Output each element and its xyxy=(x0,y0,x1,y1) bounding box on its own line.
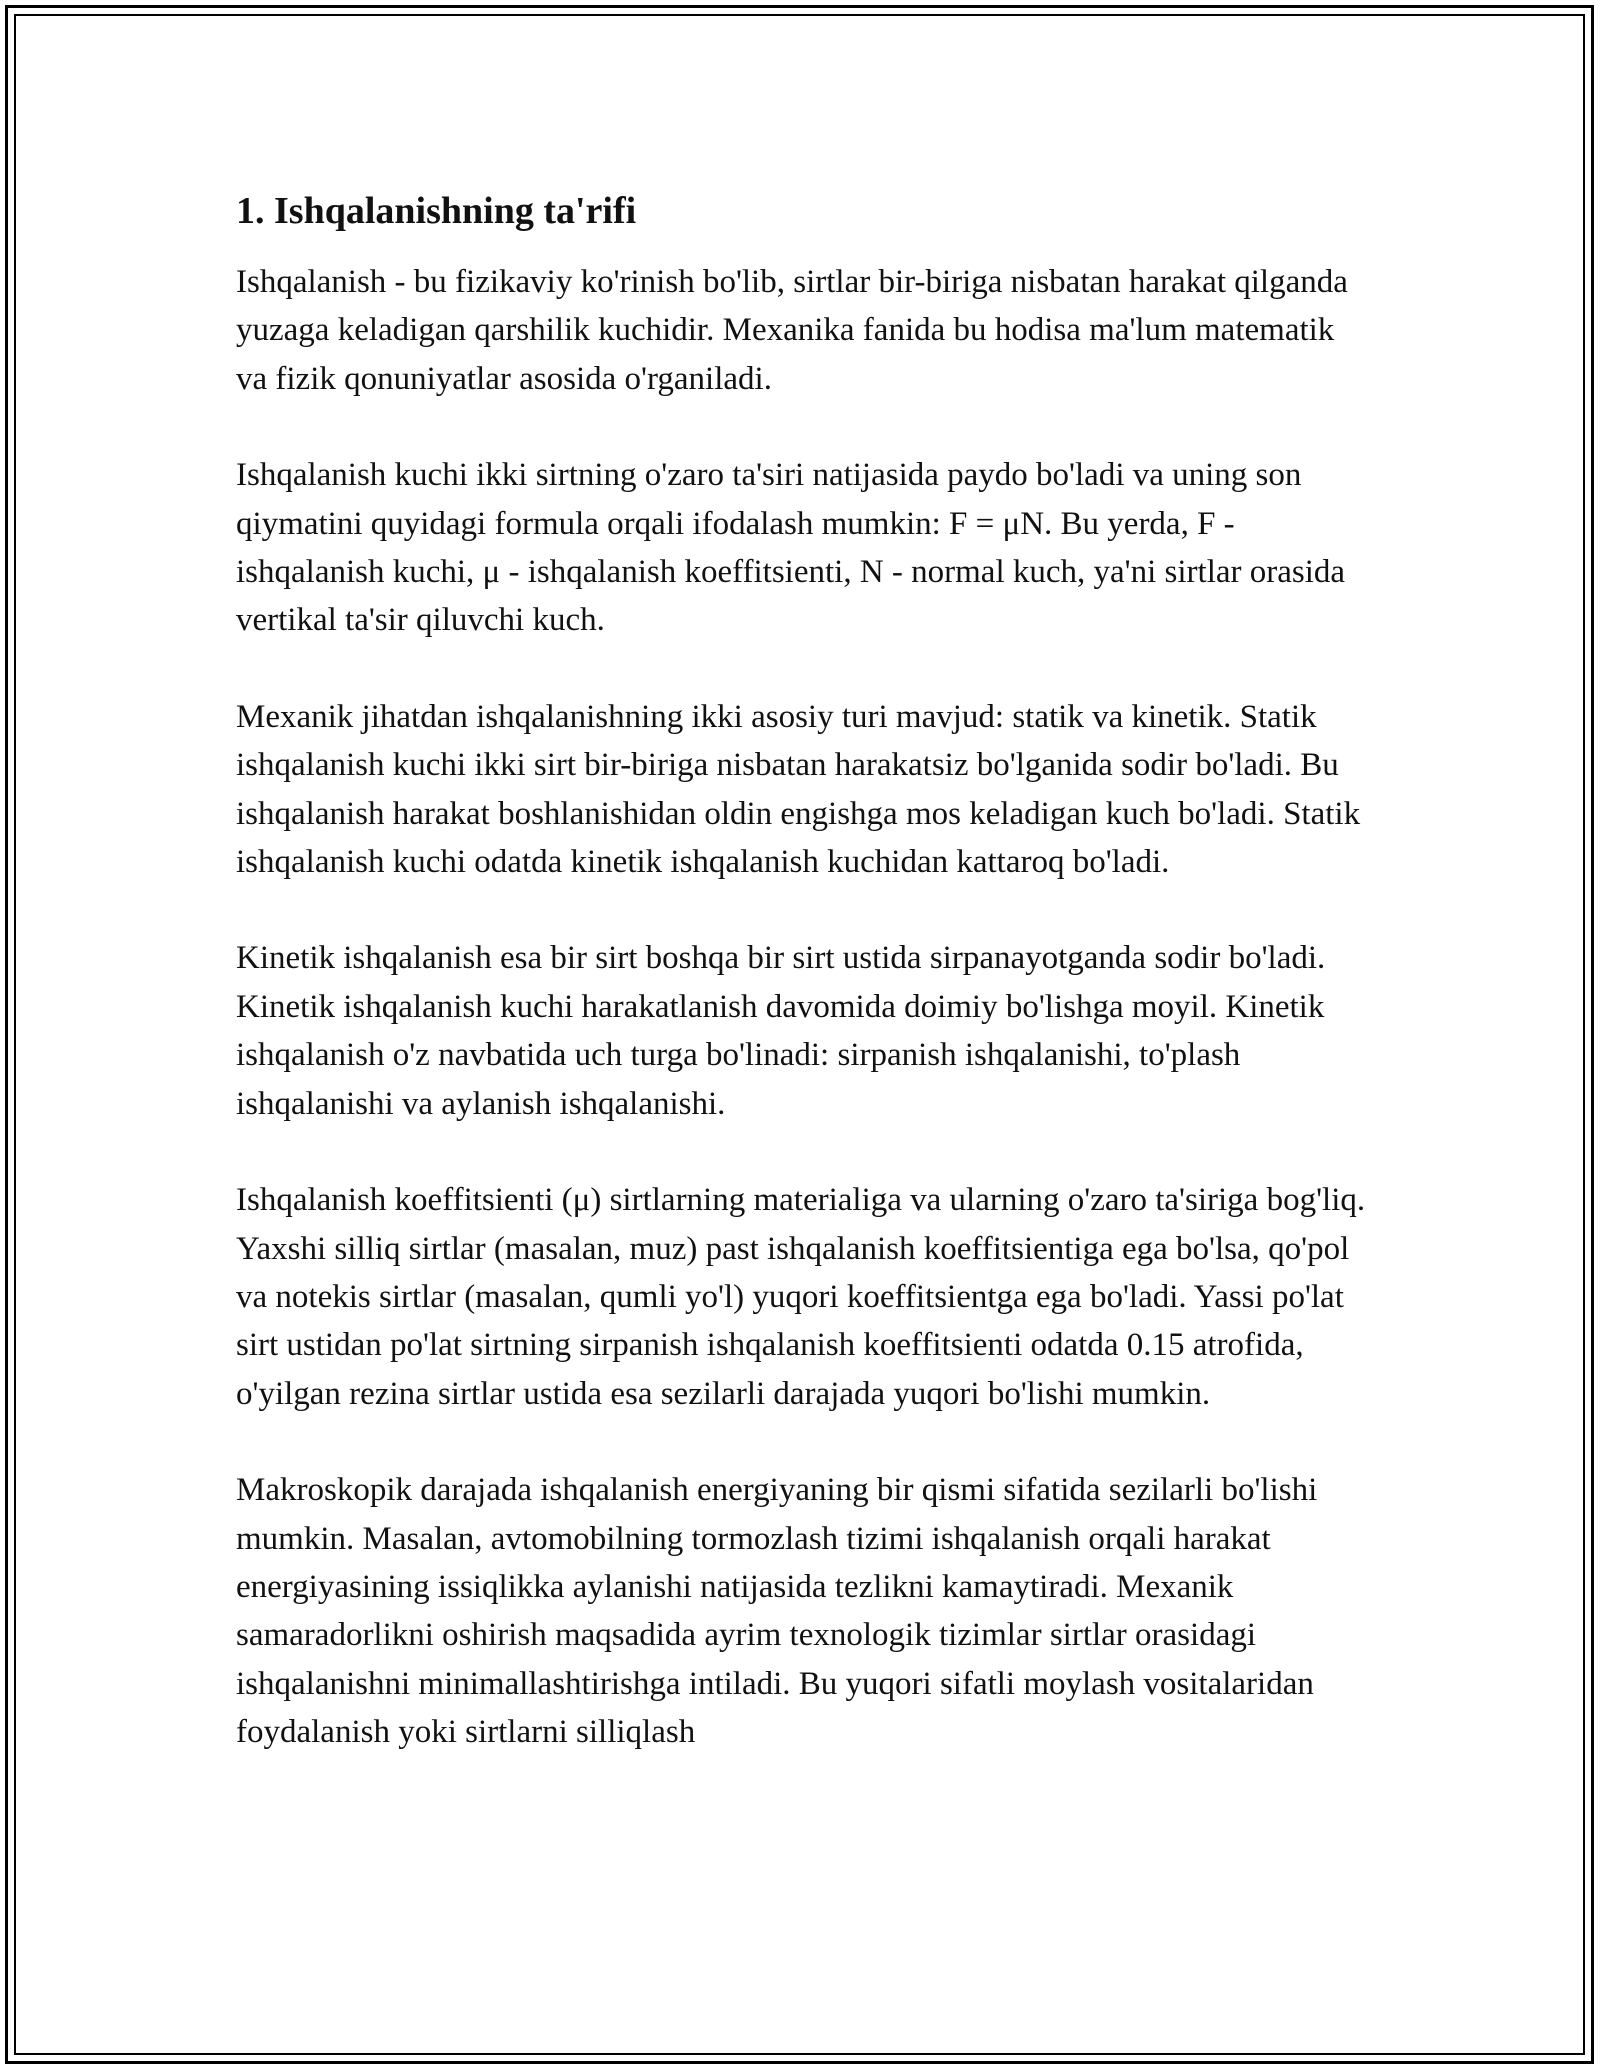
paragraph-definition: Ishqalanish - bu fizikaviy ko'rinish bo'lib, sirtlar bir-biriga nisbatan harakat qilganda yuzaga keladigan qarshilik kuchidir. Mexanika fanida bu hodisa ma'lum matematik va fizik qonuniyatlar asosida o'rganiladi. xyxy=(236,264,1348,397)
section-heading: 1. Ishqalanishning ta'rifi xyxy=(236,190,637,232)
paragraph-kinetic: Kinetik ishqalanish esa bir sirt boshqa bir sirt ustida sirpanayotganda sodir bo'ladi. Kinetik ishqalanish kuchi harakatlanish davomida doimiy bo'lishga moyil. Kinetik ishqalanish o'z navbatida uch turga bo'linadi: sirpanish ishqalanishi, to'plash ishqalanishi va aylanish ishqalanishi. xyxy=(236,940,1326,1122)
document-body xyxy=(236,186,1366,1805)
paragraph-types: Mexanik jihatdan ishqalanishning ikki asosiy turi mavjud: statik va kinetik. Statik ishqalanish kuchi ikki sirt bir-biriga nisbatan harakatsiz bo'lganida sodir bo'ladi. Bu ishqalanish harakat boshlanishidan oldin engishga mos keladigan kuch bo'ladi. Statik ishqalanish kuchi odatda kinetik ishqalanish kuchidan kattaroq bo'ladi. xyxy=(236,698,1361,881)
paragraph-formula: Ishqalanish kuchi ikki sirtning o'zaro ta'siri natijasida paydo bo'ladi va uning son qiymatini quyidagi formula orqali ifodalash mumkin: F = μN. Bu yerda, F - ishqalanish kuchi, μ - ishqalanish koeffitsienti, N - normal kuch, ya'ni sirtlar orasida vertikal ta'sir qiluvchi kuch. xyxy=(236,457,1346,639)
paragraph-macroscopic: Makroskopik darajada ishqalanish energiyaning bir qismi sifatida sezilarli bo'lishi mumkin. Masalan, avtomobilning tormozlash tizimi ishqalanish orqali harakat energiyasining issiqlikka aylanishi natijasida tezlikni kamaytiradi. Mexanik samaradorlikni oshirish maqsadida ayrim texnologik tizimlar sirtlar orasidagi ishqalanishni minimallashtirishga intiladi. Bu yuqori sifatli moylash vositalaridan foydalanish yoki sirtlarni silliqlash xyxy=(236,1472,1318,1751)
paragraph-coefficient: Ishqalanish koeffitsienti (μ) sirtlarning materialiga va ularning o'zaro ta'siriga bog'liq. Yaxshi silliq sirtlar (masalan, muz) past ishqalanish koeffitsientiga ega bo'lsa, qo'pol va notekis sirtlar (masalan, qumli yo'l) yuqori koeffitsientga ega bo'ladi. Yassi po'lat sirt ustidan po'lat sirtning sirpanish ishqalanish koeffitsienti odatda 0.15 atrofida, o'yilgan rezina sirtlar ustida esa sezilarli darajada yuqori bo'lishi mumkin. xyxy=(236,1182,1366,1412)
